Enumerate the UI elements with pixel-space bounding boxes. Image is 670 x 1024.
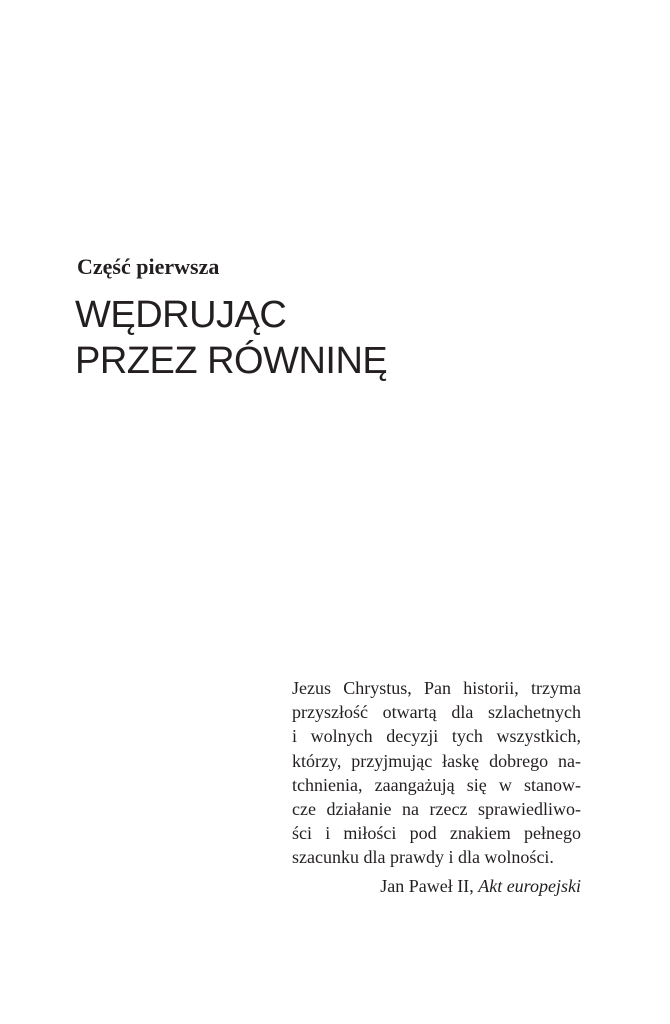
part-label: Część pierwsza (77, 254, 220, 279)
epigraph-line: Jezus Chrystus, Pan historii, trzyma (292, 678, 581, 698)
epigraph-attribution (292, 874, 581, 898)
epigraph-line: cze działanie na rzecz sprawiedliwo- (292, 799, 581, 820)
epigraph-line: i wolnych decyzji tych wszystkich, (292, 726, 581, 747)
epigraph-quote (292, 676, 581, 898)
part-title-line: PRZEZ RÓWNINĘ (75, 340, 388, 382)
part-title-line: WĘDRUJĄC (75, 294, 287, 336)
epigraph-line: przyszłość otwartą dla szlachetnych (292, 702, 581, 723)
epigraph-line: szacunku dla prawdy i dla wolności. (292, 847, 554, 868)
part-title (75, 292, 387, 384)
epigraph-line: ści i miłości pod znakiem pełnego (292, 823, 581, 844)
attribution-author: Jan Paweł II, (380, 875, 474, 896)
attribution-source: Akt europejski (478, 875, 581, 896)
epigraph-line: którzy, przyjmując łaskę dobrego na- (292, 750, 581, 771)
epigraph-line: tchnienia, zaangażują się w stanow- (292, 774, 581, 795)
